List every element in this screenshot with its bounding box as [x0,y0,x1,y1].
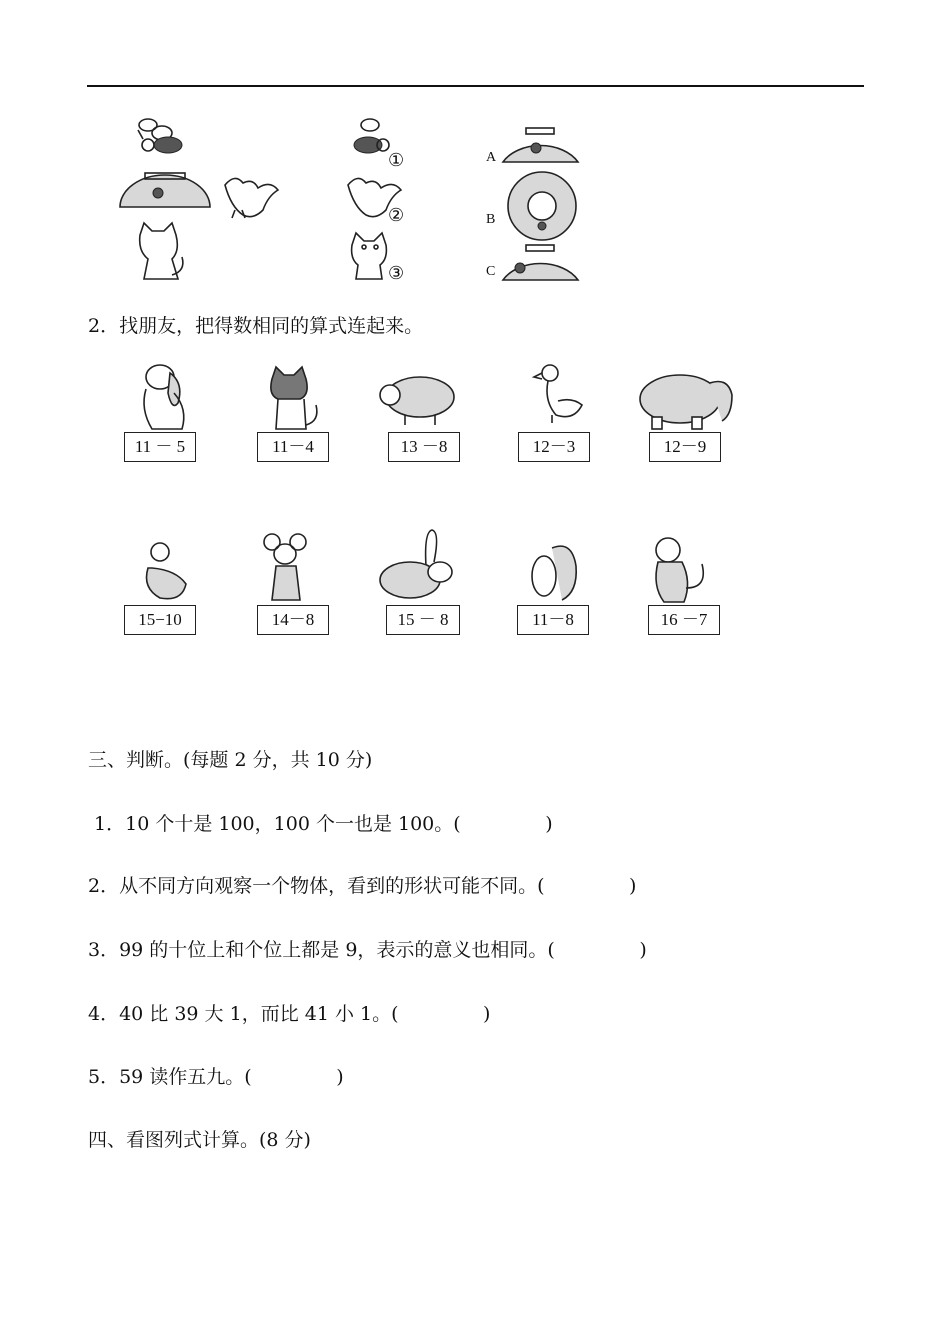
bee-icon [138,119,182,153]
expr-row2-1: 15−10 [124,605,196,635]
expr-row2-2: 14－8 [257,605,329,635]
section4-heading: 四、看图列式计算。(8 分) [88,1129,311,1151]
monkey-icon [656,538,703,602]
duck-icon [534,365,582,423]
rabbit-icon [380,530,452,598]
option-marker-2: ② [388,205,405,226]
bowl-views-figure [498,120,588,285]
judge-item-2: 2．从不同方向观察一个物体，看到的形状可能不同。( ) [88,875,637,897]
q2-prompt: 2．找朋友，把得数相同的算式连起来。 [88,315,424,337]
expr-row1-5: 12－9 [649,432,721,462]
duckling-icon [147,543,187,599]
bowl-side-view-icon [503,128,578,162]
expr-row1-2: 11－4 [257,432,329,462]
header-rule [87,85,864,87]
cat-front-icon [352,233,387,279]
expr-row2-3: 15 － 8 [386,605,460,635]
expr-row2-5: 16 －7 [648,605,720,635]
cat-icon [140,223,183,279]
expr-row2-4: 11－8 [517,605,589,635]
view-option-a: A [486,150,497,165]
squirrel-icon [532,546,576,600]
judge-item-5: 5．59 读作五九。( ) [88,1066,344,1088]
judge-item-1: 1．10 个十是 100，100 个一也是 100。( ) [88,813,553,835]
bee-icon [354,119,389,153]
dog-icon [144,365,184,429]
elephant-icon [640,375,732,429]
view-option-b: B [486,212,496,227]
observation-scene-figure [110,115,280,290]
option-marker-3: ③ [388,263,405,284]
bowl-top-view-icon [508,172,576,240]
view-option-c: C [486,264,496,279]
judge-item-3: 3．99 的十位上和个位上都是 9，表示的意义也相同。( ) [88,939,647,961]
mouse-icon [264,534,306,600]
numbered-options-figure [340,115,420,290]
row1-animals [120,355,740,435]
cat-icon [271,367,317,429]
sheep-icon [380,377,454,425]
section3-heading: 三、判断。(每题 2 分，共 10 分) [88,749,373,771]
rooster-icon [225,178,278,218]
bowl-back-view-icon [503,245,578,280]
expr-row1-3: 13 －8 [388,432,460,462]
expr-row1-1: 11 － 5 [124,432,196,462]
option-marker-1: ① [388,150,405,171]
row2-animals [120,528,740,608]
judge-item-4: 4．40 比 39 大 1，而比 41 小 1。( ) [88,1003,491,1025]
expr-row1-4: 12－3 [518,432,590,462]
bowl-icon [120,173,210,207]
